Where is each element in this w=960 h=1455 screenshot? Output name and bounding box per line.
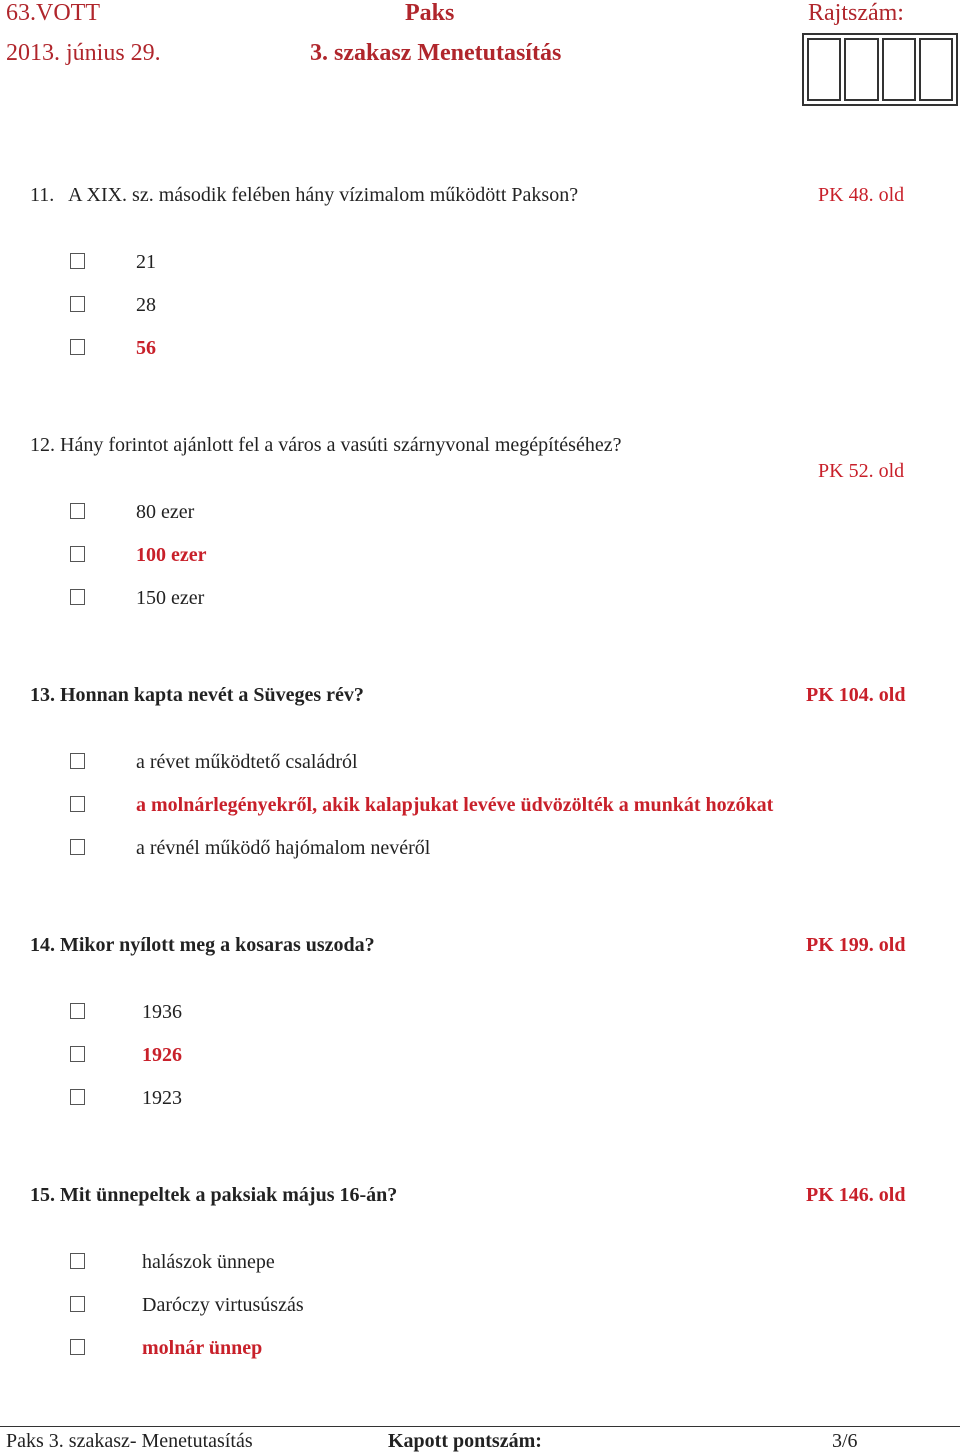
option-checkbox[interactable] [70, 339, 85, 355]
page-number: 3/6 [832, 1430, 858, 1452]
footer-divider [0, 1426, 960, 1427]
footer-left: Paks 3. szakasz- Menetutasítás [6, 1430, 253, 1452]
option-label: Daróczy virtusúszás [142, 1294, 304, 1316]
question-text: Honnan kapta nevét a Süveges rév? [60, 684, 364, 706]
event-date: 2013. június 29. [6, 40, 161, 66]
question-ref: PK 48. old [818, 184, 905, 206]
option-label: 80 ezer [136, 501, 195, 523]
option-checkbox[interactable] [70, 503, 85, 519]
rajtszam-box[interactable] [882, 38, 916, 101]
option-label: 21 [136, 251, 156, 273]
option-checkbox[interactable] [70, 753, 85, 769]
question-12 [30, 434, 621, 457]
option-checkbox[interactable] [70, 796, 85, 812]
question-15 [30, 1184, 397, 1207]
correct-option-label: 56 [136, 337, 156, 359]
rajtszam-box[interactable] [919, 38, 953, 101]
option-checkbox[interactable] [70, 1296, 85, 1312]
question-ref: PK 146. old [806, 1184, 906, 1206]
question-text: Hány forintot ajánlott fel a város a vasúti szárnyvonal megépítéséhez? [60, 434, 622, 456]
option-label: a révnél működő hajómalom nevéről [136, 837, 431, 859]
rajtszam-box[interactable] [844, 38, 878, 101]
option-checkbox[interactable] [70, 589, 85, 605]
option-checkbox[interactable] [70, 839, 85, 855]
question-14 [30, 934, 375, 957]
rajtszam-box[interactable] [807, 38, 841, 101]
correct-option-label: 100 ezer [136, 544, 207, 566]
question-text: Mikor nyílott meg a kosaras uszoda? [60, 934, 375, 956]
question-number: 12. [30, 434, 55, 456]
rajtszam-boxes [802, 33, 958, 106]
question-11 [30, 184, 578, 207]
question-number: 13. [30, 684, 55, 706]
question-13 [30, 684, 364, 707]
location-title: Paks [405, 0, 455, 26]
event-title: 63.VOTT [6, 0, 100, 26]
option-label: 28 [136, 294, 156, 316]
option-label: halászok ünnepe [142, 1251, 275, 1273]
option-label: 150 ezer [136, 587, 205, 609]
option-checkbox[interactable] [70, 546, 85, 562]
section-title: 3. szakasz Menetutasítás [310, 40, 562, 66]
question-number: 15. [30, 1184, 55, 1206]
option-label: 1923 [142, 1087, 182, 1109]
option-checkbox[interactable] [70, 296, 85, 312]
question-ref: PK 199. old [806, 934, 906, 956]
option-checkbox[interactable] [70, 1003, 85, 1019]
rajtszam-label: Rajtszám: [808, 0, 904, 26]
question-ref: PK 104. old [806, 684, 906, 706]
option-label: a révet működtető családról [136, 751, 358, 773]
question-ref: PK 52. old [818, 460, 905, 482]
question-text: A XIX. sz. második felében hány vízimalom működött Pakson? [68, 184, 579, 206]
option-checkbox[interactable] [70, 1339, 85, 1355]
option-checkbox[interactable] [70, 253, 85, 269]
question-number: 14. [30, 934, 55, 956]
question-text: Mit ünnepeltek a paksiak május 16-án? [60, 1184, 398, 1206]
option-label: 1936 [142, 1001, 182, 1023]
points-label: Kapott pontszám: [388, 1430, 542, 1452]
correct-option-label: 1926 [142, 1044, 182, 1066]
correct-option-label: molnár ünnep [142, 1337, 263, 1359]
option-checkbox[interactable] [70, 1089, 85, 1105]
option-checkbox[interactable] [70, 1253, 85, 1269]
option-checkbox[interactable] [70, 1046, 85, 1062]
correct-option-label: a molnárlegényekről, akik kalapjukat levéve üdvözölték a munkát hozókat [136, 794, 774, 816]
question-number: 11. [30, 184, 55, 206]
